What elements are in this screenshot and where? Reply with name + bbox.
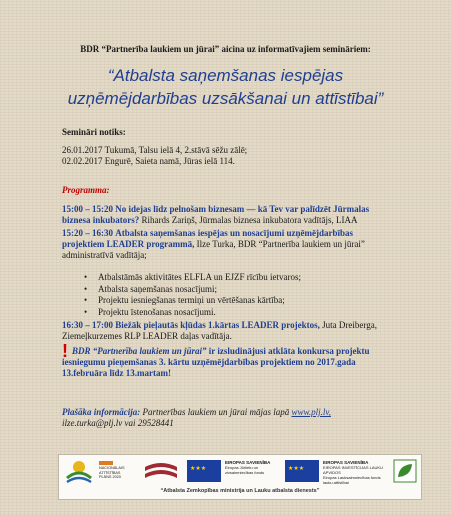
nap2020-logo: NACIONĀLAIS ATTĪSTĪBAS PLĀNS 2020	[99, 461, 137, 487]
programme-bullets	[98, 272, 301, 318]
seminar-schedule	[62, 145, 247, 167]
more-info	[62, 407, 331, 429]
call-notice	[62, 346, 392, 379]
programme-topic: Atbalsta saņemšanas iespējas un nosacījumi uzņēmējdarbības projektiem LEADER programmā,	[62, 228, 354, 249]
programme-time: 15:00 – 15:20	[62, 204, 113, 214]
contact-info: ilze.turka@plj.lv vai 29528441	[62, 418, 174, 428]
programme-speaker: Juta Dreiberga, Ziemeļkurzemes RLP LEADER daļas vadītāja.	[62, 320, 377, 341]
programme-speaker: Ilze Turka, BDR “Partnerība laukiem un jūrai” administratīvā vadītāja;	[62, 239, 365, 260]
seminar-date: 26.01.2017	[62, 145, 103, 155]
more-info-label: Plašāka informācija:	[62, 407, 141, 417]
eu-flag-icon	[187, 460, 221, 482]
list-item: • Atbalsta saņemšanas nosacījumi;	[98, 284, 301, 296]
eu-flag-icon	[285, 460, 319, 482]
partnership-logo-icon	[65, 458, 93, 484]
seminar-row	[62, 145, 247, 156]
list-item: • Projektu iesniegšanas termiņi un vērtēšanas kārtība;	[98, 295, 301, 307]
notice-lead: BDR “Partnerība laukiem un jūrai”	[72, 346, 207, 356]
intro-text: BDR “Partnerība laukiem un jūrai” aicina uz informatīvajiem semināriem:	[80, 44, 371, 54]
more-info-text: Partnerības laukiem un jūrai mājas lapā	[142, 407, 290, 417]
eu-eafrd-text: EIROPAS SAVIENĪBA EIROPAS INVESTĪCIJAS LAUKU APVIDOS Eiropas Lauksaimniecības fonds lauku attīstībai	[323, 460, 383, 485]
website-link[interactable]: www.plj.lv,	[291, 407, 331, 417]
programme-topic: No idejas līdz pelnošam biznesam — kā Tev var palīdzēt Jūrmalas biznesa inkubators?	[62, 204, 370, 225]
seminars-label: Semināri notiks:	[62, 127, 126, 137]
seminar-date: 02.02.2017	[62, 156, 103, 166]
leaf-icon	[393, 459, 417, 483]
leader-leaf-logo	[393, 459, 417, 483]
title-line-1: “Atbalsta saņemšanas iespējas	[107, 66, 344, 85]
partnership-logo	[65, 458, 93, 484]
programme-item	[62, 228, 382, 261]
exclamation-icon: !	[62, 341, 68, 361]
programme-speaker: Rihards Zariņš, Jūrmalas biznesa inkubatora vadītājs, LIAA	[141, 215, 358, 225]
programme-time: 15:20 – 16:30	[62, 228, 113, 238]
list-item: • Atbalstāmās aktivitātes ELFLA un EJZF rīcību ietvaros;	[98, 272, 301, 284]
notice-text: ir izsludinājusi atklāta konkursa projektu iesniegumu pieņemšanas 3. kārtu uzņēmējdarbības projektiem no 2017.gada 13.februāra līdz 13.martam!	[62, 346, 370, 378]
sponsor-logos-bar	[58, 454, 422, 500]
nap-bar-icon	[99, 461, 113, 465]
seminar-row	[62, 156, 247, 167]
page-title	[0, 64, 451, 110]
seminar-place: Engurē, Saieta namā, Jūras ielā 114.	[104, 156, 235, 166]
title-line-2: uzņēmējdarbības uzsākšanai un attīstībai”	[67, 89, 384, 108]
programme-topic: Biežāk pieļautās kļūdas 1.kārtas LEADER projektos,	[115, 320, 320, 330]
programme-label: Programma:	[62, 185, 110, 195]
latvia-ribbon-icon	[143, 459, 179, 485]
programme-item	[62, 204, 382, 226]
seminar-place: Tukumā, Talsu ielā 4, 2.stāvā sēžu zālē;	[104, 145, 248, 155]
programme-item	[62, 320, 382, 342]
sponsor-caption: “Atbalsta Zemkopības ministrija un Lauku atbalsta dienests”	[160, 488, 320, 494]
list-item: • Projektu īstenošanas nosacījumi.	[98, 307, 301, 319]
latvia-ribbon-logo	[143, 459, 179, 485]
eu-emff-text: EIROPAS SAVIENĪBA Eiropas Jūrlietu un zivsaimniecības fonds	[225, 460, 271, 475]
programme-time: 16:30 – 17:00	[62, 320, 113, 330]
